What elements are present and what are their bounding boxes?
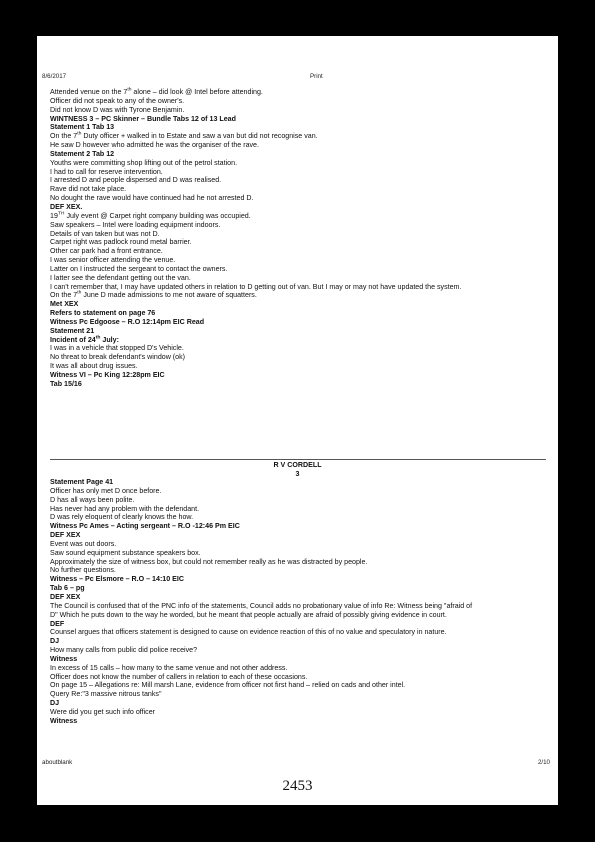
text-line: Tab 6 – pg xyxy=(50,584,85,593)
text-line: Counsel argues that officers statement is designed to cause on evidence reaction of this of no value and speculatory in nature. xyxy=(50,628,447,637)
text-line: No further questions. xyxy=(50,566,116,575)
text-line: DEF XEX xyxy=(50,531,81,540)
text-line: He saw D however who admitted he was the organiser of the rave. xyxy=(50,141,259,150)
text-segment: 19 xyxy=(50,211,58,220)
text-line: I can't remember that, I may have updated others in relation to D getting out of van. But I may or may not have updated the system. xyxy=(50,282,462,291)
text-segment: July: xyxy=(100,335,119,344)
text-line: In excess of 15 calls – how many to the same venue and not other address. xyxy=(50,663,288,672)
text-line: Approximately the size of witness box, but could not remember really as he was distracted by people. xyxy=(50,557,368,566)
text-line: Saw speakers – Intel were loading equipment indoors. xyxy=(50,220,221,229)
text-line xyxy=(50,212,550,221)
text-line: Youths were committing shop lifting out of the petrol station. xyxy=(50,158,238,167)
document-page xyxy=(37,36,558,805)
text-line: Statement Page 41 xyxy=(50,478,114,486)
text-line: D was rely eloquent of clearly knows the how. xyxy=(50,513,194,522)
notes-section-bottom xyxy=(50,478,550,726)
text-line: DEF xyxy=(50,619,65,628)
text-line: DJ xyxy=(50,699,60,708)
text-segment: July event @ Carpet right company building was occupied. xyxy=(64,211,251,220)
text-line: Officer does not know the number of callers in relation to each of these occasions. xyxy=(50,672,308,681)
text-line: Witness VI – Pc King 12:28pm EIC xyxy=(50,371,165,379)
ordinal-superscript: th xyxy=(127,87,132,93)
text-line: DEF XEX. xyxy=(50,202,83,211)
text-line: Rave did not take place. xyxy=(50,185,127,194)
text-line: I arrested D and people dispersed and D was realised. xyxy=(50,176,222,185)
text-line: No dought the rave would have continued had he not arrested D. xyxy=(50,194,254,203)
text-line: D has all ways been polite. xyxy=(50,495,135,504)
text-line: I was in a vehicle that stopped D's Vehicle. xyxy=(50,344,184,353)
text-line: DEF XEX xyxy=(50,592,81,601)
text-line: Witness xyxy=(50,654,78,663)
section-divider-line xyxy=(50,459,546,460)
text-line: Query Re:"3 massive nitrous tanks" xyxy=(50,690,162,699)
text-segment: On the 7 xyxy=(50,291,78,300)
ordinal-superscript: th xyxy=(77,131,82,137)
text-segment: alone – did look @ Intel before attending. xyxy=(131,88,263,96)
text-line: Witness – Pc Elsmore – R.O – 14:10 EIC xyxy=(50,575,184,584)
text-line: D" Which he puts down to the way he worded, but he meant that people actually are afraid of possibly giving evidence in court. xyxy=(50,610,447,619)
text-line: Other car park had a front entrance. xyxy=(50,247,163,256)
text-line xyxy=(50,336,550,345)
text-line: Were did you get such info officer xyxy=(50,707,156,716)
footer-page-count: 2/10 xyxy=(537,759,550,766)
text-line: Saw sound equipment substance speakers box. xyxy=(50,548,201,557)
text-line: Tab 15/16 xyxy=(50,379,82,388)
notes-section-top xyxy=(50,88,550,389)
text-line: The Council is confused that of the PNC info of the statements, Council adds no probationary value of info Re: Witness being "afraid of xyxy=(50,601,473,610)
text-line xyxy=(50,291,550,300)
text-line: I had to call for reserve intervention. xyxy=(50,167,163,176)
text-segment: Attended venue on the 7 xyxy=(50,88,128,96)
text-line: How many calls from public did police receive? xyxy=(50,646,198,655)
text-line: I latter see the defendant getting out the van. xyxy=(50,273,191,282)
text-line xyxy=(50,88,550,97)
print-header xyxy=(42,73,548,81)
text-line: Met XEX xyxy=(50,300,79,309)
text-line: On page 15 – Allegations re: Mill marsh Lane, evidence from officer not first hand – relied on cads and other intel. xyxy=(50,681,406,690)
print-title: Print xyxy=(310,73,323,80)
print-footer xyxy=(42,759,550,767)
text-line: Officer did not speak to any of the owner's. xyxy=(50,96,185,105)
text-line: Event was out doors. xyxy=(50,539,117,548)
ordinal-superscript: th xyxy=(95,335,101,341)
text-line: No threat to break defendant's window (ok) xyxy=(50,353,186,362)
text-line: I was senior officer attending the venue. xyxy=(50,256,176,265)
text-line: DJ xyxy=(50,637,60,646)
text-line: It was all about drug issues. xyxy=(50,362,138,371)
text-line: Witness xyxy=(50,716,78,725)
text-line: Witness Pc Edgoose – R.O 12:14pm EIC Read xyxy=(50,317,205,326)
text-line: Did not know D was with Tyrone Benjamin. xyxy=(50,105,185,114)
ordinal-superscript: TH xyxy=(57,211,65,217)
text-line: Carpet right was padlock round metal barrier. xyxy=(50,238,192,247)
print-date: 8/6/2017 xyxy=(42,73,67,80)
bundle-page-stamp: 2453 xyxy=(282,778,313,794)
text-segment: Incident of 24 xyxy=(50,335,96,344)
ordinal-superscript: th xyxy=(77,291,82,297)
text-line: WINTNESS 3 – PC Skinner – Bundle Tabs 12 of 13 Lead xyxy=(50,114,236,123)
text-line: Has never had any problem with the defendant. xyxy=(50,504,200,513)
footer-source: aboutblank xyxy=(42,759,73,766)
case-page-number: 3 xyxy=(295,470,300,478)
text-line: Details of van taken but was not D. xyxy=(50,229,160,238)
text-line: Officer has only met D once before. xyxy=(50,486,162,495)
text-line: Statement 21 xyxy=(50,326,95,335)
text-segment: Duty officer + walked in to Estate and saw a van but did not recognise van. xyxy=(81,132,318,141)
text-line: Witness Pc Ames – Acting sergeant – R.O -12:46 Pm EIC xyxy=(50,522,240,531)
text-line xyxy=(50,132,550,141)
text-segment: June D made admissions to me not aware of squatters. xyxy=(81,291,257,300)
text-line: Statement 1 Tab 13 xyxy=(50,123,115,132)
text-segment: On the 7 xyxy=(50,132,78,141)
case-name: R V CORDELL xyxy=(273,461,322,469)
text-line: Statement 2 Tab 12 xyxy=(50,149,115,158)
text-line: Latter on I instructed the sergeant to contact the owners. xyxy=(50,264,228,273)
text-line: Refers to statement on page 76 xyxy=(50,309,156,318)
